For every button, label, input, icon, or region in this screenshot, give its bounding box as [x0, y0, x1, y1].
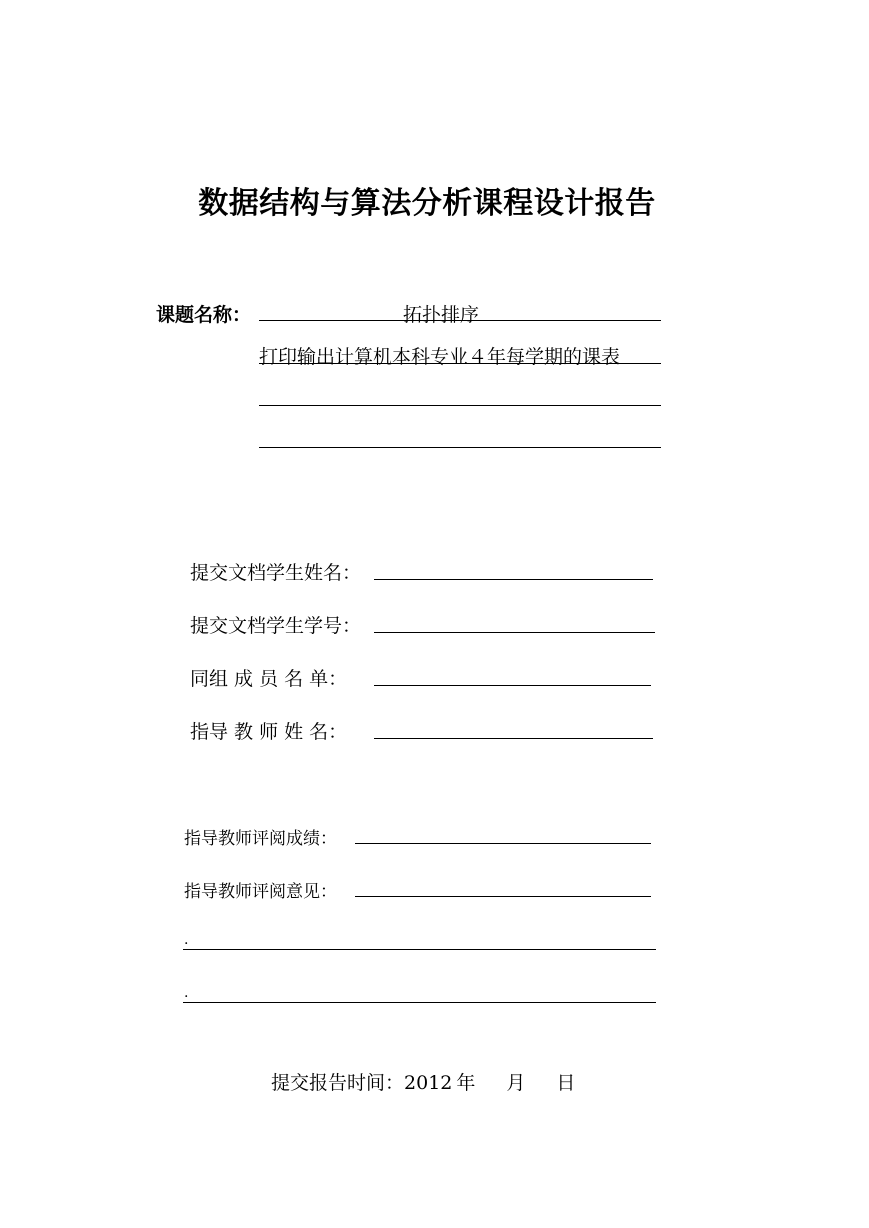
- advisor-comment-label: 指导教师评阅意见：: [184, 882, 337, 902]
- comment-dot-1: .: [184, 932, 189, 948]
- advisor-name-label: 指导 教 师 姓 名：: [190, 721, 348, 743]
- student-id-line: [374, 632, 655, 633]
- month-unit: 月: [506, 1072, 526, 1094]
- comment-dot-2: .: [184, 985, 189, 1001]
- advisor-grade-line: [355, 843, 651, 844]
- topic-underline-2: [259, 363, 661, 364]
- student-id-label: 提交文档学生学号：: [190, 615, 362, 637]
- advisor-grade-label: 指导教师评阅成绩：: [184, 829, 337, 849]
- submission-date: [271, 1068, 575, 1095]
- student-name-label: 提交文档学生姓名：: [190, 562, 362, 584]
- topic-line-1-text: 拓扑排序: [403, 304, 480, 326]
- comment-line-2: [183, 1002, 656, 1003]
- day-unit: 日: [556, 1072, 576, 1094]
- comment-line-1: [183, 949, 656, 950]
- topic-underline-3: [259, 405, 661, 406]
- topic-label: 课题名称：: [156, 304, 252, 326]
- topic-underline-4: [259, 447, 661, 448]
- group-members-label: 同组 成 员 名 单：: [190, 668, 348, 690]
- topic-line-2-text: 打印输出计算机本科专业４年每学期的课表: [259, 346, 621, 368]
- group-members-line: [374, 685, 651, 686]
- submission-year: 2012: [404, 1072, 453, 1094]
- report-title: 数据结构与算法分析课程设计报告: [198, 186, 656, 221]
- submission-date-label: 提交报告时间：: [271, 1072, 405, 1094]
- student-name-line: [374, 579, 653, 580]
- year-unit: 年: [456, 1072, 476, 1094]
- advisor-name-line: [374, 738, 653, 739]
- advisor-comment-line: [355, 896, 651, 897]
- topic-underline-1: [259, 320, 661, 321]
